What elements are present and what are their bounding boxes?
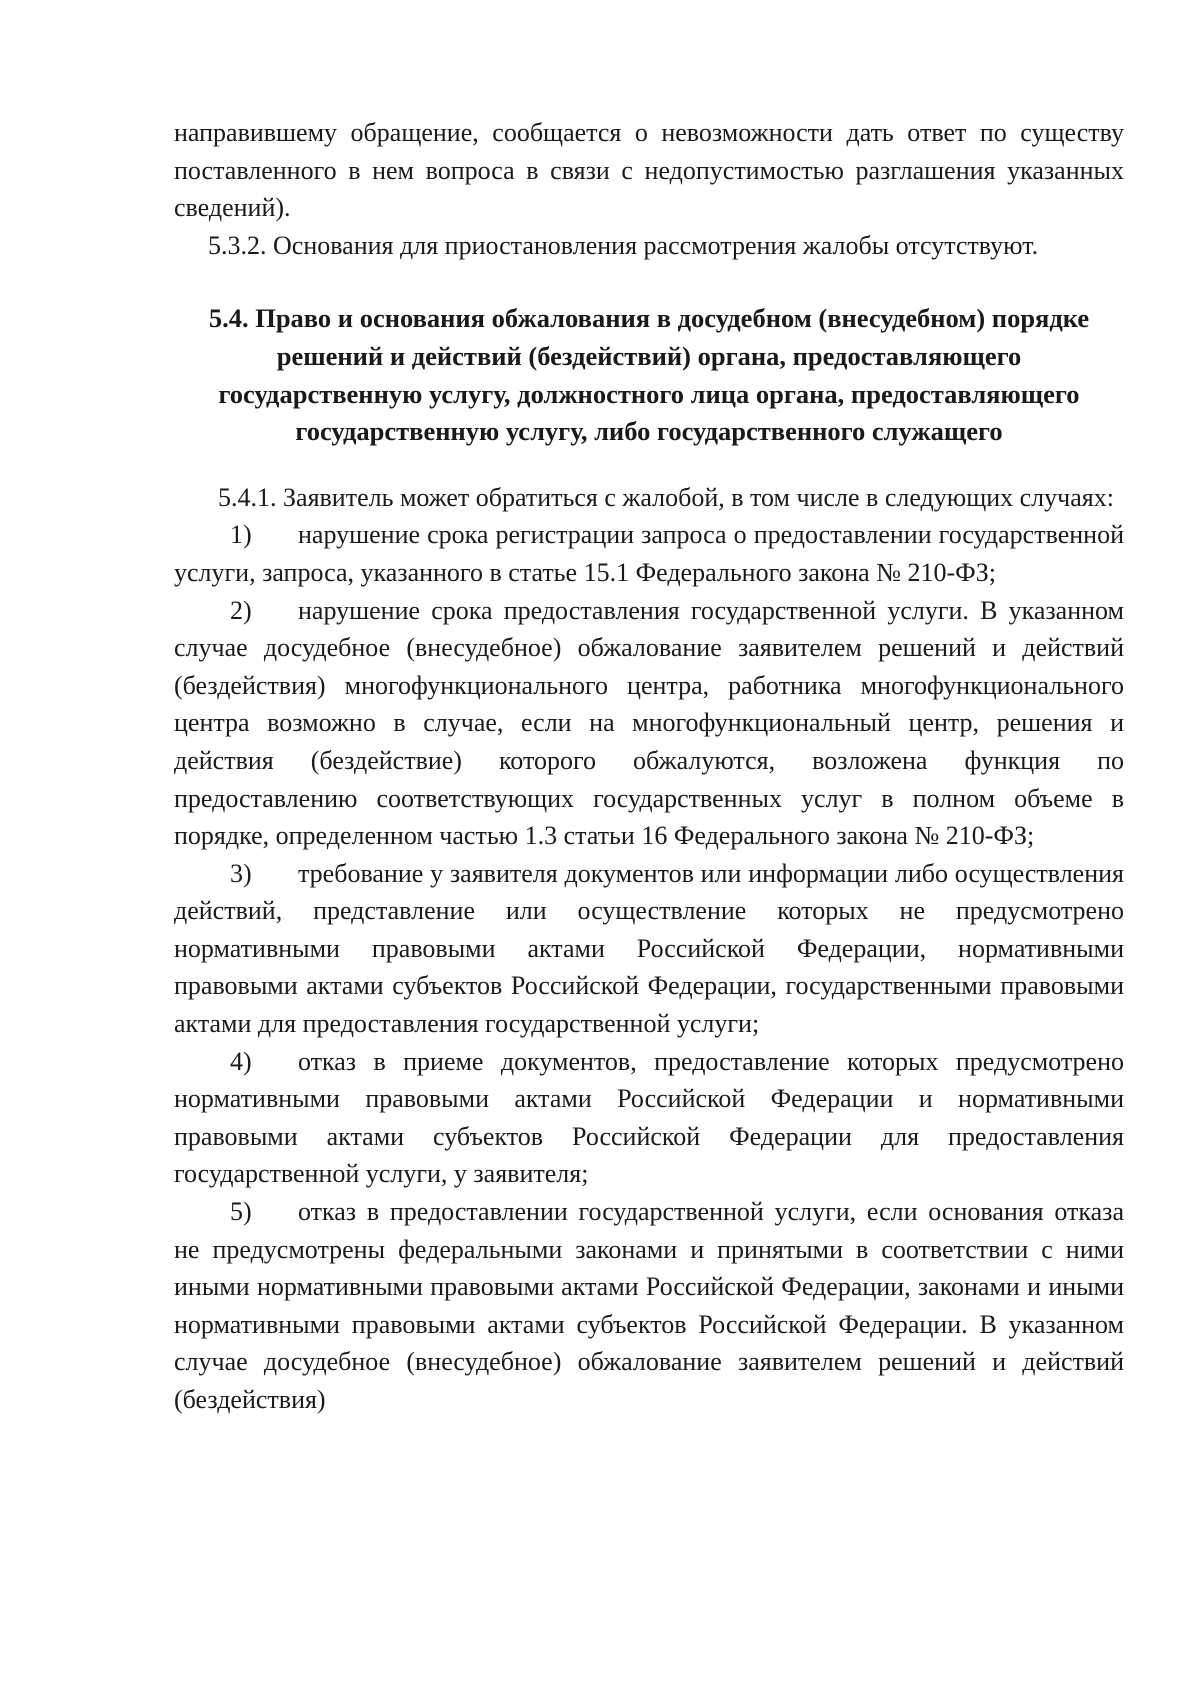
list-item-number: 5) [230, 1197, 252, 1227]
list-item-text: требование у заявителя документов или информации либо осуществления действий, представление или осуществление которых не предусмотрено нормативными правовыми актами Российской Федерации, нормативными правовыми актами субъектов Российской Федерации, государственными правовыми актами для предоставления государственной услуги; [174, 858, 1124, 1039]
list-item-number: 3) [230, 858, 252, 888]
list-item [174, 1043, 1124, 1193]
list-item-text: отказ в предоставлении государственной услуги, если основания отказа не предусмотрены федеральными законами и принятыми в соответствии с ними иными нормативными правовыми актами Российской Федерации, законами и иными нормативными правовыми актами субъектов Российской Федерации. В указанном случае досудебное (внесудебное) обжалование заявителем решений и действий (бездействия) [174, 1197, 1124, 1414]
paragraph-5-4-1: 5.4.1. Заявитель может обратиться с жалобой, в том числе в следующих случаях: [218, 482, 1114, 512]
list-item-text: нарушение срока регистрации запроса о предоставлении государственной услуги, запроса, указанного в статье 15.1 Федерального закона № 210-ФЗ; [174, 520, 1124, 587]
list-item-number: 1) [230, 520, 252, 550]
list-item-text: нарушение срока предоставления государственной услуги. В указанном случае досудебное (внесудебное) обжалование заявителем решений и действий (бездействия) многофункционального центра, работника многофункционального центра возможно в случае, если на многофункциональный центр, решения и действия (бездействие) которого обжалуются, возложена функция по предоставлению соответствующих государственных услуг в полном объеме в порядке, определенном частью 1.3 статьи 16 Федерального закона № 210-ФЗ; [174, 595, 1124, 851]
list-item [174, 516, 1124, 591]
list-item-number: 2) [230, 595, 252, 625]
document-body [174, 114, 1124, 1419]
list-item [174, 855, 1124, 1043]
paragraph-5-3-2: 5.3.2. Основания для приостановления рассмотрения жалобы отсутствуют. [208, 230, 1039, 260]
paragraph-continuation: направившему обращение, сообщается о невозможности дать ответ по существу поставленного в нем вопроса в связи с недопустимостью разглашения указанных сведений). [174, 118, 1124, 223]
list-item-number: 4) [230, 1046, 252, 1076]
list-item [174, 592, 1124, 855]
section-heading-5-4: 5.4. Право и основания обжалования в досудебном (внесудебном) порядке решений и действий (бездействий) органа, предоставляющего государственную услугу, должностного лица органа, предоставляющего государственную услугу, либо государственного служащего [208, 303, 1090, 447]
list-item-text: отказ в приеме документов, предоставление которых предусмотрено нормативными правовыми актами Российской Федерации и нормативными правовыми актами субъектов Российской Федерации для предоставления государственной услуги, у заявителя; [174, 1046, 1124, 1189]
list-item [174, 1193, 1124, 1419]
